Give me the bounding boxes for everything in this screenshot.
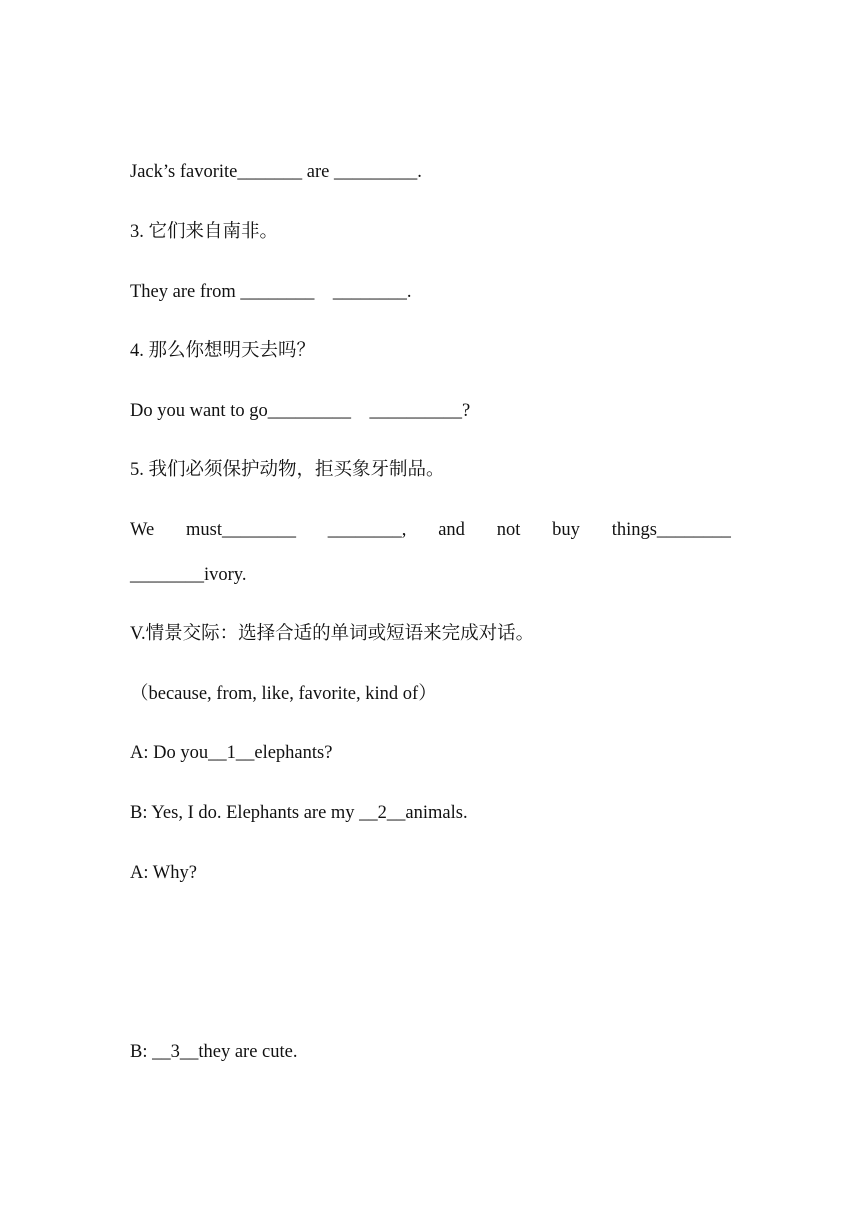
dialogue-line-b2: B: __3__they are cute. bbox=[130, 1042, 298, 1062]
dialogue-line-a1: A: Do you__1__elephants? bbox=[130, 743, 333, 763]
word: We bbox=[130, 520, 155, 540]
dialogue-line-b1: B: Yes, I do. Elephants are my __2__animals. bbox=[130, 803, 468, 823]
question-3-prompt: 3. 它们来自南非。 bbox=[130, 222, 279, 242]
section-v-heading: V.情景交际：选择合适的单词或短语来完成对话。 bbox=[130, 624, 535, 644]
word: must________ bbox=[186, 520, 296, 540]
question-5-prompt: 5. 我们必须保护动物，拒买象牙制品。 bbox=[130, 460, 445, 480]
word: ________, bbox=[327, 520, 407, 540]
word: buy bbox=[552, 520, 580, 540]
word: not bbox=[496, 520, 521, 540]
word: and bbox=[438, 520, 465, 540]
translation-answer-line-5-continued: ________ivory. bbox=[130, 565, 247, 585]
dialogue-line-a2: A: Why? bbox=[130, 863, 197, 883]
translation-answer-line-3: They are from ________ ________. bbox=[130, 282, 412, 302]
translation-answer-line-4: Do you want to go_________ __________? bbox=[130, 401, 471, 421]
translation-answer-line-5 bbox=[130, 518, 731, 542]
question-4-prompt: 4. 那么你想明天去吗？ bbox=[130, 341, 316, 361]
translation-answer-line-2: Jack’s favorite_______ are _________. bbox=[130, 162, 422, 182]
word: things________ bbox=[611, 520, 731, 540]
word-bank: （because, from, like, favorite, kind of） bbox=[130, 684, 437, 704]
